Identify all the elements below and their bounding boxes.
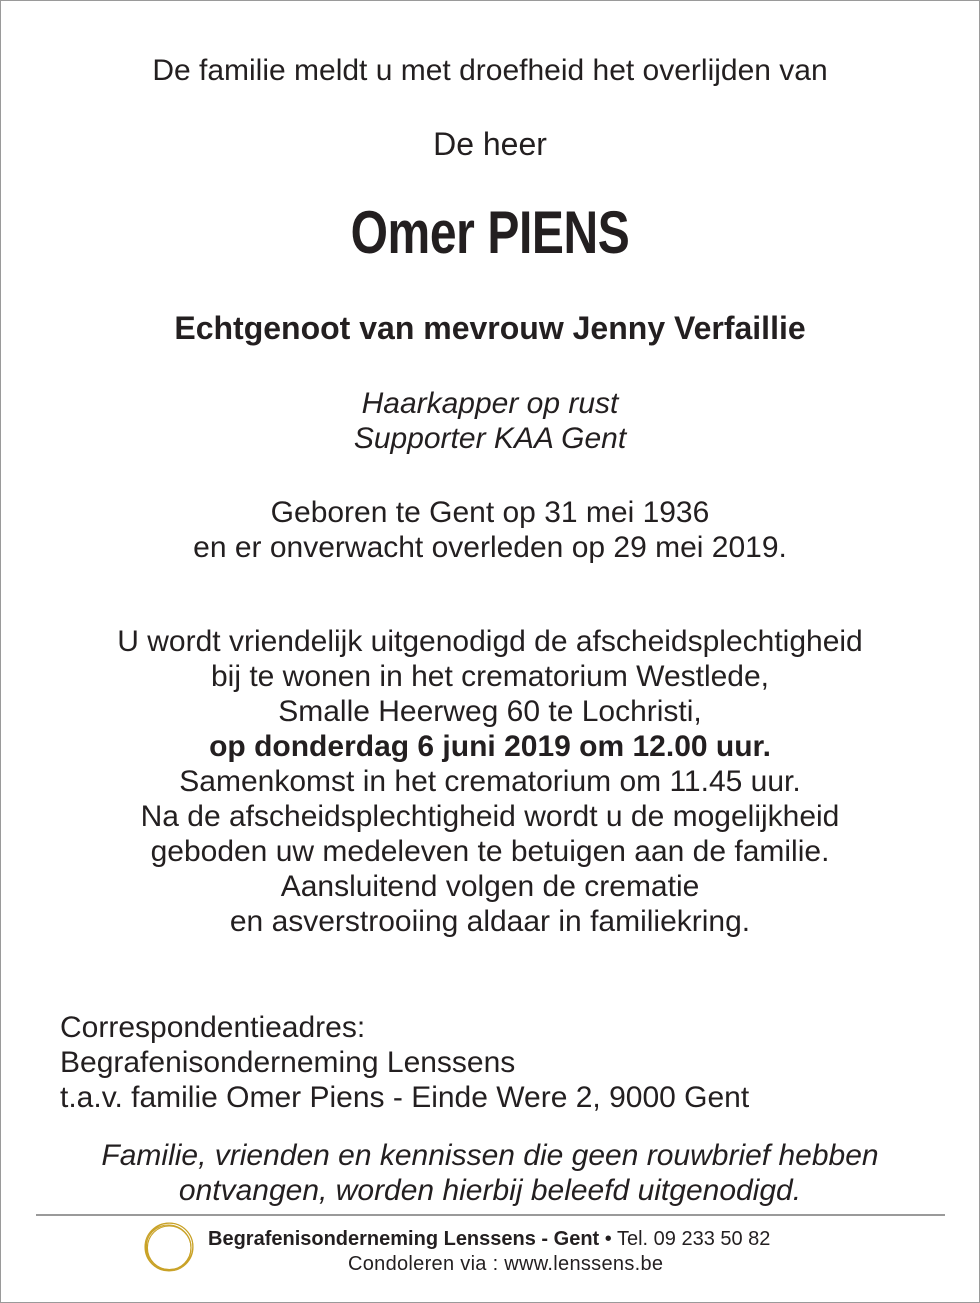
invitation-line: geboden uw medeleven te betuigen aan de familie. xyxy=(150,835,830,868)
spouse-line: Echtgenoot van mevrouw Jenny Verfaillie xyxy=(174,310,806,346)
footer-company-line xyxy=(208,1226,770,1252)
phone-number: Tel. 09 233 50 82 xyxy=(616,1228,771,1250)
birth-line: Geboren te Gent op 31 mei 1936 xyxy=(270,496,710,529)
deceased-name: Omer PIENS xyxy=(350,199,630,266)
invitation-line: bij te wonen in het crematorium Westlede, xyxy=(210,660,770,693)
invitation-line: Na de afscheidsplechtigheid wordt u de mogelijkheid xyxy=(140,800,840,833)
correspondence-heading: Correspondentieadres: xyxy=(60,1011,366,1044)
invitation-line: Aansluitend volgen de crematie xyxy=(280,870,700,903)
invitation-line: Smalle Heerweg 60 te Lochristi, xyxy=(278,695,702,728)
invitation-line: Samenkomst in het crematorium om 11.45 uur. xyxy=(179,765,801,798)
separator-dot: • xyxy=(599,1228,617,1250)
occupation-line: Supporter KAA Gent xyxy=(353,422,627,455)
company-name: Begrafenisonderneming Lenssens - Gent xyxy=(208,1228,600,1250)
closing-line: ontvangen, worden hierbij beleefd uitgenodigd. xyxy=(178,1174,802,1207)
death-line: en er onverwacht overleden op 29 mei 2019. xyxy=(193,531,787,564)
correspondence-address: t.a.v. familie Omer Piens - Einde Were 2, 9000 Gent xyxy=(60,1081,750,1114)
condolence-link[interactable]: Condoleren via : www.lenssens.be xyxy=(348,1253,664,1275)
closing-line: Familie, vrienden en kennissen die geen rouwbrief hebben xyxy=(101,1139,879,1172)
ceremony-datetime: op donderdag 6 juni 2019 om 12.00 uur. xyxy=(209,730,771,763)
intro-text: De familie meldt u met droefheid het overlijden van xyxy=(152,54,828,87)
funeral-home-logo xyxy=(141,1219,197,1275)
correspondence-line: Begrafenisonderneming Lenssens xyxy=(60,1046,516,1079)
deceased-title: De heer xyxy=(433,126,547,162)
invitation-line: en asverstrooiing aldaar in familiekring. xyxy=(229,905,751,938)
footer-divider xyxy=(36,1214,945,1216)
invitation-line: U wordt vriendelijk uitgenodigd de afscheidsplechtigheid xyxy=(117,625,863,658)
occupation-line: Haarkapper op rust xyxy=(361,387,619,420)
